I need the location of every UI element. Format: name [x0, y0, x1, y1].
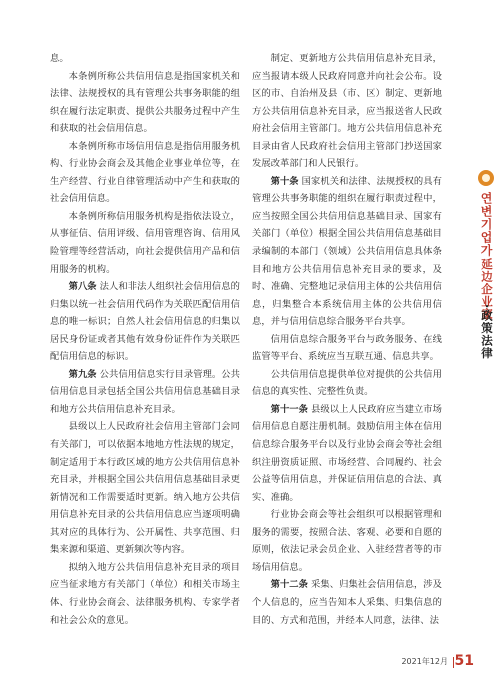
paragraph [50, 366, 240, 419]
magazine-emblem-icon [478, 170, 494, 186]
paragraph-text: 采集、归集社会信用信息，涉及个人信息的，应当告知本人采集、归集信息的目的、方式和范围，并经本人同意，法律、法 [252, 579, 442, 626]
paragraph-text: 本条例所称公共信用信息是指国家机关和法律、法规授权的具有管理公共事务职能的组织在履行法定职责、提供公共服务过程中产生和获取的社会信用信息。 [50, 70, 240, 135]
paragraph [50, 68, 240, 138]
paragraph [252, 331, 442, 366]
paragraph [50, 559, 240, 629]
paragraph [50, 138, 240, 208]
paragraph [252, 173, 442, 331]
paragraph-text: 法人和非法人组织社会信用信息的归集以统一社会信用代码作为关联匹配信用信息的唯一标识；自然人社会信用信息的归集以居民身份证或者其他有效身份证件作为关联匹配信用信息的标识。 [50, 281, 240, 363]
paragraph [252, 401, 442, 506]
paragraph [252, 366, 442, 401]
paragraph [50, 50, 240, 68]
right-text-column [252, 50, 442, 629]
paragraph [50, 278, 240, 366]
issue-date: 2021年12月 [401, 657, 448, 666]
article-number: 第八条 [68, 281, 97, 293]
paragraph-text: 制定、更新地方公共信用信息补充目录，应当报请本级人民政府同意并向社会公布。设区的市、自治州及县（市、区）制定、更新地方公共信用信息补充目录，应当报送省人民政府社会信用主管部门。地方公共信用信息补充目录由省人民政府社会信用主管部门抄送国家发展改革部门和人民银行。 [252, 53, 442, 170]
paragraph [252, 506, 442, 576]
paragraph-text: 本条例所称信用服务机构是指依法设立，从事征信、信用评级、信用管理咨询、信用风险管理等经营活动，向社会提供信用产品和信用服务的机构。 [50, 210, 240, 275]
side-magazine-title: 延边企业家 [480, 258, 494, 321]
paragraph-text: 公共信用信息实行目录管理。公共信用信息目录包括全国公共信用信息基础目录和地方公共信用信息补充目录。 [50, 368, 240, 415]
paragraph-text: 息。 [50, 53, 69, 64]
page-footer [0, 654, 500, 672]
side-section-label: ·政策法律 [480, 304, 494, 360]
paragraph [252, 50, 442, 173]
page-number: 51 [454, 653, 474, 669]
left-text-column [50, 50, 240, 629]
paragraph-text: 本条例所称市场信用信息是指信用服务机构、行业协会商会及其他企业事业单位等，在生产经营、行业自律管理活动中产生和获取的社会信用信息。 [50, 140, 240, 205]
paragraph-text: 信用信息综合服务平台与政务服务、在线监管等平台、系统应当互联互通、信息共享。 [252, 333, 442, 363]
article-number: 第十二条 [270, 579, 309, 591]
paragraph-text: 拟纳入地方公共信用信息补充目录的项目应当征求地方有关部门（单位）和相关市场主体、行业协会商会、法律服务机构、专家学者和社会公众的意见。 [50, 561, 240, 626]
paragraph-text: 行业协会商会等社会组织可以根据管理和服务的需要，按照合法、客观、必要和自愿的原则，依法记录会员企业、入驻经营者等的市场信用信息。 [252, 509, 442, 573]
paragraph [50, 208, 240, 278]
article-number: 第十条 [270, 175, 299, 187]
paragraph-text: 国家机关和法律、法规授权的具有管理公共事务职能的组织在履行职责过程中，应当按照全国公共信用信息基础目录、国家有关部门（单位）根据全国公共信用信息基础目录编制的本部门（领域）公共信用信息具体条目和地方公共信用信息补充目录的要求，及时、准确、完整地记录信用主体的公共信用信息，归集整合本系统信用主体的公共信用信息，并与信用信息综合服务平台共享。 [252, 175, 442, 328]
paragraph-text: 县级以上人民政府应当建立市场信用信息自愿注册机制。鼓励信用主体在信用信息综合服务平台以及行业协会商会等社会组织注册资质证照、市场经营、合同履约、社会公益等信用信息，并保证信用信息的合法、真实、准确。 [252, 403, 442, 503]
article-number: 第十一条 [270, 403, 309, 415]
article-number: 第九条 [68, 368, 97, 380]
paragraph [50, 418, 240, 558]
paragraph-text: 县级以上人民政府社会信用主管部门会同有关部门，可以依据本地地方性法规的规定，制定适用于本行政区域的地方公共信用信息补充目录，并根据全国公共信用信息基础目录更新情况和工作需要适时更新。纳入地方公共信用信息补充目录的公共信用信息应当逐项明确其对应的具体行为、公开属性、共享范围、归集来源和渠道、更新频次等内容。 [50, 421, 240, 556]
paragraph-text: 公共信用信息提供单位对提供的公共信用信息的真实性、完整性负责。 [252, 368, 442, 398]
paragraph [252, 576, 442, 629]
side-korean-title: 연변기업가 [479, 192, 493, 257]
